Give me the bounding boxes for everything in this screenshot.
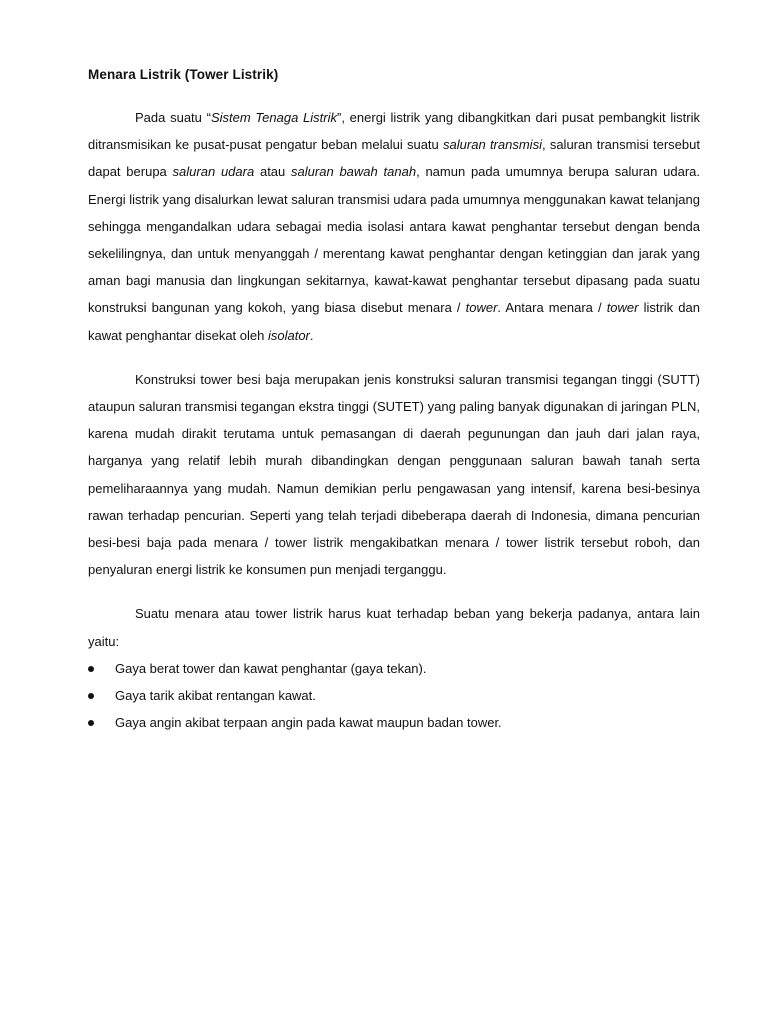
- italic-term: saluran udara: [172, 164, 255, 180]
- load-list: [88, 655, 700, 737]
- italic-term: Sistem Tenaga Listrik: [210, 110, 337, 125]
- bullet-icon: [88, 666, 94, 672]
- italic-term: isolator: [267, 327, 310, 343]
- italic-term: tower: [606, 300, 639, 316]
- list-item: [88, 682, 700, 709]
- text-run: , saluran transmisi tersebut dapat berupa: [88, 137, 700, 180]
- paragraph-beban-tower: [88, 600, 700, 654]
- paragraph-konstruksi-tower: [88, 366, 700, 584]
- text-run: . Antara menara /: [497, 300, 607, 316]
- text-run: listrik dan kawat penghantar disekat oleh: [88, 300, 700, 343]
- list-item-text: Gaya angin akibat terpaan angin pada kawat maupun badan tower.: [115, 715, 502, 731]
- italic-term: tower: [465, 300, 498, 316]
- text-run: Konstruksi tower besi baja merupakan jenis konstruksi saluran transmisi tegangan tinggi (SUTT) ataupun saluran transmisi tegangan ekstra tinggi (SUTET) yang paling banyak digunakan di jaringan PLN, karena mudah dirakit terutama untuk pemasangan di daerah pegunungan dan jauh dari jalan raya, harganya yang relatif lebih murah dibandingkan dengan penggunaan saluran bawah tanah serta pemeliharaannya yang mudah. Namun demikian perlu pengawasan yang intensif, karena besi-besinya rawan terhadap pencurian. Seperti yang telah terjadi dibeberapa daerah di Indonesia, dimana pencurian besi-besi baja pada menara / tower listrik mengakibatkan menara / tower listrik tersebut roboh, dan penyaluran energi listrik ke konsumen pun menjadi terganggu.: [88, 371, 700, 578]
- italic-term: saluran transmisi: [443, 137, 542, 153]
- document-page: [88, 64, 700, 736]
- text-run: Suatu menara atau tower listrik harus kuat terhadap beban yang bekerja padanya, antara lain yaitu:: [88, 606, 700, 649]
- text-run: atau: [254, 164, 292, 180]
- list-item: [88, 655, 700, 682]
- document-title: Menara Listrik (Tower Listrik): [88, 67, 279, 82]
- text-run: .: [309, 327, 314, 343]
- list-item: [88, 709, 700, 736]
- bullet-icon: [88, 693, 94, 699]
- italic-term: saluran bawah tanah: [291, 164, 417, 180]
- list-item-text: Gaya berat tower dan kawat penghantar (gaya tekan).: [115, 660, 427, 676]
- text-run: ”, energi listrik yang dibangkitkan dari pusat pembangkit listrik ditransmisikan ke pusat-pusat pengatur beban melalui suatu: [88, 110, 700, 153]
- bullet-icon: [88, 720, 94, 726]
- list-item-text: Gaya tarik akibat rentangan kawat.: [115, 688, 316, 704]
- paragraph-sistem-tenaga-listrik: [88, 104, 700, 349]
- text-run: , namun pada umumnya berupa saluran udara. Energi listrik yang disalurkan lewat saluran transmisi udara pada umumnya menggunakan kawat telanjang sehingga mengandalkan udara sebagai media isolasi antara kawat penghantar tersebut dengan benda sekelilingnya, dan untuk menyanggah / merentang kawat penghantar dengan ketinggian dan jarak yang aman bagi manusia dan lingkungan sekitarnya, kawat-kawat penghantar tersebut dipasang pada suatu konstruksi bangunan yang kokoh, yang biasa disebut menara /: [88, 164, 700, 316]
- text-run: Pada suatu “: [135, 110, 211, 125]
